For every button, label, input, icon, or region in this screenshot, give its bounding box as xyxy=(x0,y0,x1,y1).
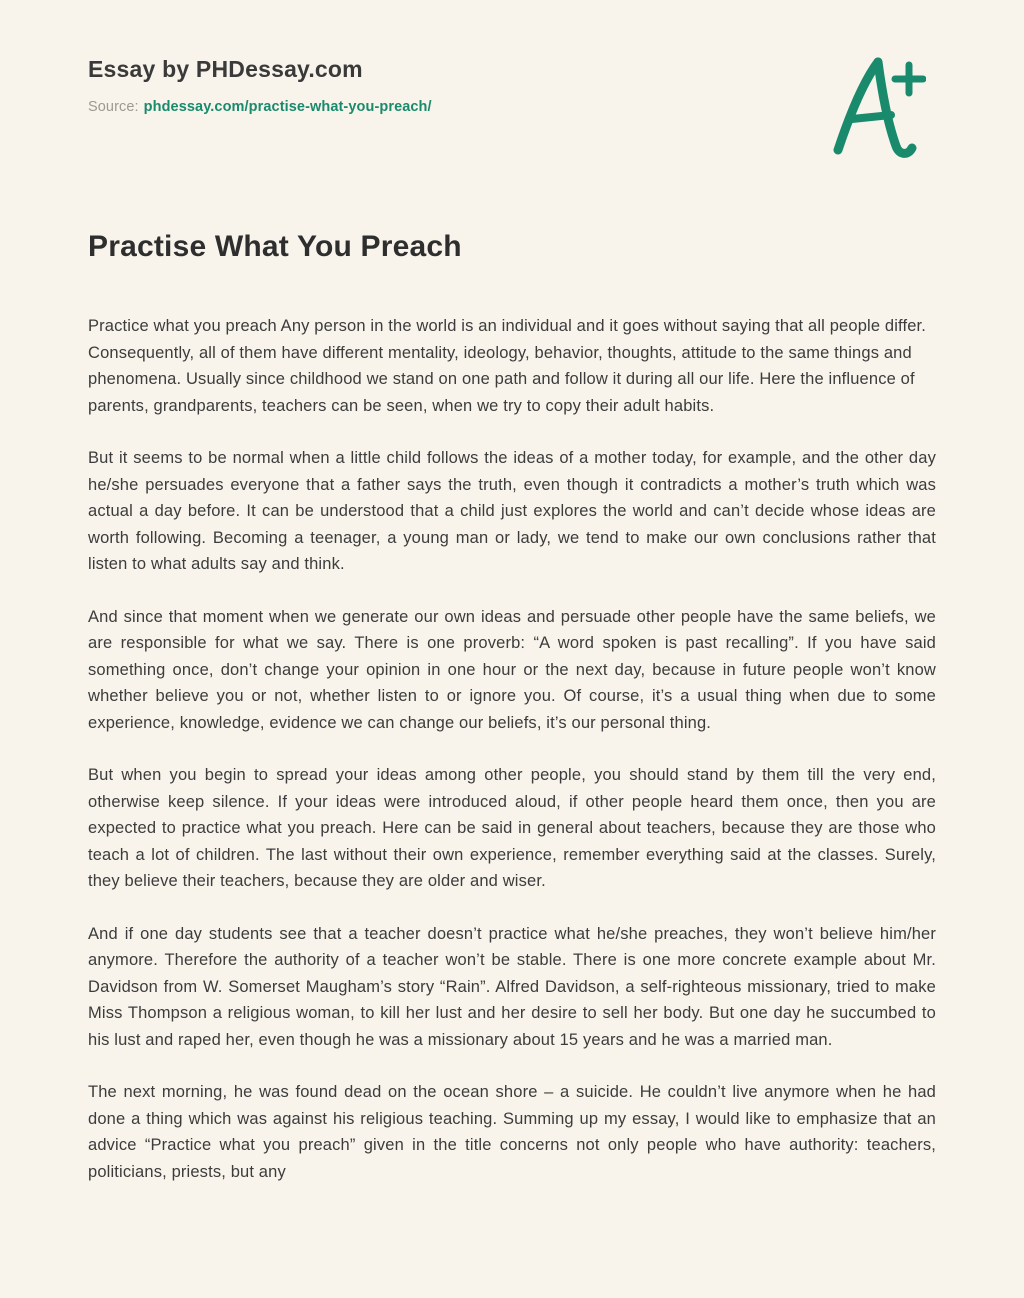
page-header xyxy=(88,52,936,164)
source-line xyxy=(88,99,432,115)
essay-paragraph: And since that moment when we generate our own ideas and persuade other people have the same beliefs, we are responsible for what we say. There is one proverb: “A word spoken is past recalling”. If you have said something once, don’t change your opinion in one hour or the next day, because in future people won’t know whether believe you or not, whether listen to or ignore you. Of course, it’s a usual thing when due to some experience, knowledge, evidence we can change our beliefs, it’s our personal thing. xyxy=(88,607,936,732)
header-text-block xyxy=(88,52,432,115)
essay-paragraph: And if one day students see that a teacher doesn’t practice what he/she preaches, they won’t believe him/her anymore. Therefore the authority of a teacher won’t be stable. There is one more concrete example about Mr. Davidson from W. Somerset Maugham’s story “Rain”. Alfred Davidson, a self-righteous missionary, tried to make Miss Thompson a religious woman, to kill her lust and her desire to sell her body. But one day he succumbed to his lust and raped her, even though he was a missionary about 15 years and he was a married man. xyxy=(88,924,936,1049)
essay-paragraph: But it seems to be normal when a little child follows the ideas of a mother today, for example, and the other day he/she persuades everyone that a father says the truth, even though it contradicts a mother’s truth which was actual a day before. It can be understood that a child just explores the world and can’t decide whose ideas are worth following. Becoming a teenager, a young man or lady, we tend to make our own conclusions rather that listen to what adults say and think. xyxy=(88,449,936,573)
phdessay-logo xyxy=(826,52,926,164)
brand-title: Essay by PHDessay.com xyxy=(88,56,363,82)
source-label: Source: xyxy=(88,99,139,115)
essay-paragraph: The next morning, he was found dead on the ocean shore – a suicide. He couldn’t live anymore when he had done a thing which was against his religious teaching. Summing up my essay, I would like to emphasize that an advice “Practice what you preach” given in the title concerns not only people who have authority: teachers, politicians, priests, but any xyxy=(88,1083,936,1181)
essay-paragraph: But when you begin to spread your ideas among other people, you should stand by them till the very end, otherwise keep silence. If your ideas were introduced aloud, if other people heard them once, then you are expected to practice what you preach. Here can be said in general about teachers, because they are those who teach a lot of children. The last without their own experience, remember everything said at the classes. Surely, they believe their teachers, because they are older and wiser. xyxy=(88,766,936,890)
essay-body xyxy=(88,313,936,1185)
essay-paragraph: Practice what you preach Any person in the world is an individual and it goes without saying that all people differ. Consequently, all of them have different mentality, ideology, behavior, thoughts, attitude to the same things and phenomena. Usually since childhood we stand on one path and follow it during all our life. Here the influence of parents, grandparents, teachers can be seen, when we try to copy their adult habits. xyxy=(88,317,927,415)
essay-title: Practise What You Preach xyxy=(88,230,462,263)
aplus-logo-icon xyxy=(826,52,926,164)
source-link[interactable]: phdessay.com/practise-what-you-preach/ xyxy=(143,99,432,115)
